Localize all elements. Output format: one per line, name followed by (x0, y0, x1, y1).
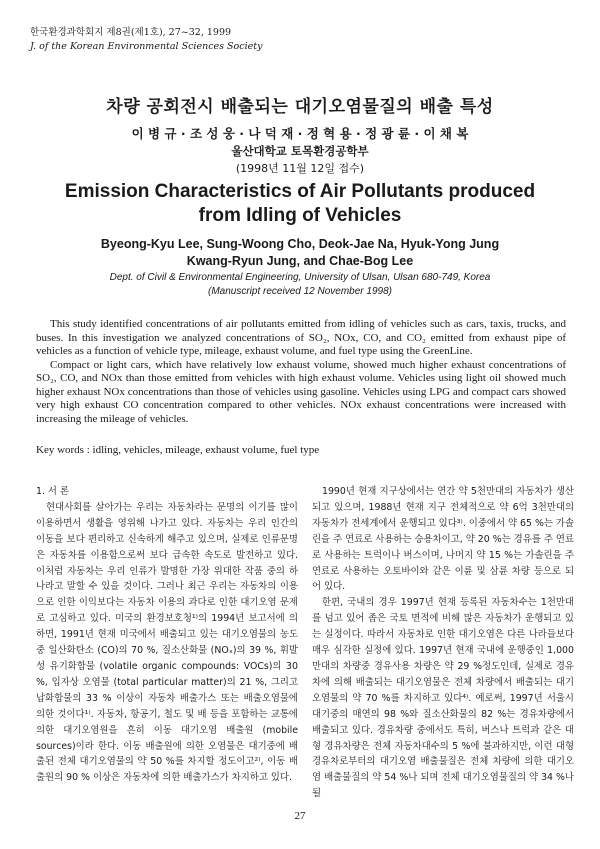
authors-english-line1: Byeong-Kyu Lee, Sung-Woong Cho, Deok-Jae Na, Hyuk-Yong Jung (100, 237, 500, 251)
title-english (0, 180, 600, 228)
authors-english (0, 236, 600, 270)
abstract-paragraph-2: Compact or light cars, which have relatively low exhaust volume, showed much higher exhaust concentrations of SO₂, CO, and NOx than those emitted from vehicles with high exhaust volume. Vehicles using light oil showed much higher exhaust NOx concentrations than those of vehicles using gasoline. Vehicles using LPG and compact cars showed very high exhaust CO concentration compared to other vehicles. NOx exhaust concentrations were increased with increasing the mileage of vehicles. (36, 358, 566, 425)
journal-header (30, 26, 262, 54)
authors-english-line2: Kwang-Ryun Jung, and Chae-Bog Lee (186, 254, 414, 268)
title-english-line2: from Idling of Vehicles (198, 205, 402, 226)
received-date-english: (Manuscript received 12 November 1998) (208, 286, 392, 297)
journal-name-en: J. of the Korean Environmental Sciences Society (30, 41, 263, 52)
affiliation-english-dept: Dept. of Civil & Environmental Engineering, University of Ulsan, Ulsan 680-749, Korea (109, 272, 491, 283)
title-korean: 차량 공회전시 배출되는 대기오염물질의 배출 특성 (106, 97, 494, 117)
keywords: Key words : idling, vehicles, mileage, exhaust volume, fuel type (36, 444, 320, 456)
body-column-right (312, 484, 574, 802)
title-english-line1: Emission Characteristics of Air Pollutants produced (64, 181, 536, 202)
body-paragraph: 한편, 국내의 경우 1997년 현재 등록된 자동차수는 1천만대를 넘고 있어 좁은 국토 면적에 비해 많은 자동차가 운행되고 있는 실정이다. 따라서 자동차로 인한 대기오염은 다른 나라들보다 매우 심각한 실정에 있다. 1997년 현재 국내에 운행중인 1,000만대의 차량중 경유사용 차량은 약 29 %정도인데, 실제로 경유차에 의해 배출되는 대기오염물은 전체 차량에서 배출되는 대기오염물의 약 70 %를 차지하고 있다⁴⁾. 예로써, 1997년 서울시 대기중의 매연의 98 %와 질소산화물의 82 %는 경유차량에서 배출되고 있다. 경유차량 중에서도 특히, 버스나 트럭과 같은 대형 경유차량은 전체 자동차대수의 5 %에 불과하지만, 이런 대형 경유차로부터의 대기오염 배출물질은 전체 차량에 의한 대기오염 배출물질의 약 54 %나 되며 전체 대기오염물질의 약 34 %나 될 (312, 597, 574, 800)
received-date-korean: (1998년 11월 12일 접수) (235, 162, 365, 175)
abstract-paragraph-1: This study identified concentrations of air pollutants emitted from idling of vehicles such as cars, taxis, trucks, and buses. In this investigation we analyzed concentrations of SO₂, NOx, CO, and CO₂ emitted from exhaust pipe of vehicles as a function of vehicle type, mileage, exhaust volume, and fuel type using the GreenLine. (36, 318, 566, 357)
section-heading-introduction: 1. 서 론 (36, 486, 70, 497)
body-column-left (36, 484, 298, 786)
body-paragraph: 1990년 현재 지구상에서는 연간 약 5천만대의 자동차가 생산되고 있으며, 1988년 현재 지구 전체적으로 약 6억 3천만대의 자동차가 전세계에서 운행되고 있다³⁾. 이중에서 약 65 %는 가솔린을 주 연료로 사용하는 승용차이고, 약 20 %는 경유를 주 연료로 사용하는 트럭이나 버스이며, 나머지 약 15 %는 가솔린을 주 연료로 사용하는 오토바이와 같은 이륜 및 삼륜 차량 등으로 되어 있다. (312, 486, 575, 593)
body-paragraph: 현대사회를 살아가는 우리는 자동차라는 문명의 이기를 많이 이용하면서 생활을 영위해 나가고 있다. 자동차는 우리 인간의 이동을 보다 편리하고 신속하게 해주고 있으며, 실제로 인류문명은 자동차를 이용함으로써 보다 급속한 속도로 발전하고 있다. 이처럼 자동차는 우리 인류가 발명한 가장 위대한 작품 중의 하나라고 말할 수 있을 것이다. 그러나 최근 우리는 자동차의 이용으로 인한 이익보다는 자동차 이용의 과다로 인한 대기오염 문제로 고심하고 있다. 미국의 환경보호청¹⁾의 1994년 보고서에 의하면, 1991년 현재 미국에서 배출되고 있는 대기오염물의 농도중 일산화탄소 (CO)의 70 %, 질소산화물 (NOₓ)의 39 %, 휘발성 유기화합물 (volatile organic compounds: VOCs)의 30 %, 입자상 오염물 (total particular matter)의 21 %, 그리고 납화합물의 33 % 이상이 자동차 배출가스 또는 배출오염물에 의한 것이다¹⁾. 자동차, 항공기, 철도 및 배 등을 포함하는 교통에 의한 대기오염원을 흔히 이동 대기오염 배출원 (mobile sources)이라 한다. 이동 배출원에 의한 오염물은 대기중에 배출된 전체 대기오염물의 약 50 %를 차지할 정도이고²⁾, 이동 배출원의 90 % 이상은 자동차에 의한 배출가스가 차지하고 있다. (36, 501, 298, 784)
affiliation-korean: 울산대학교 토목환경공학부 (231, 144, 369, 158)
affiliation-english (0, 271, 600, 299)
journal-citation-ko: 한국환경과학회지 제8권(제1호), 27~32, 1999 (30, 27, 232, 38)
authors-korean: 이 병 규 · 조 성 웅 · 나 덕 재 · 정 혁 용 · 정 광 륜 · 이 채 복 (131, 126, 469, 141)
abstract (36, 318, 566, 426)
page-number: 27 (294, 810, 306, 822)
